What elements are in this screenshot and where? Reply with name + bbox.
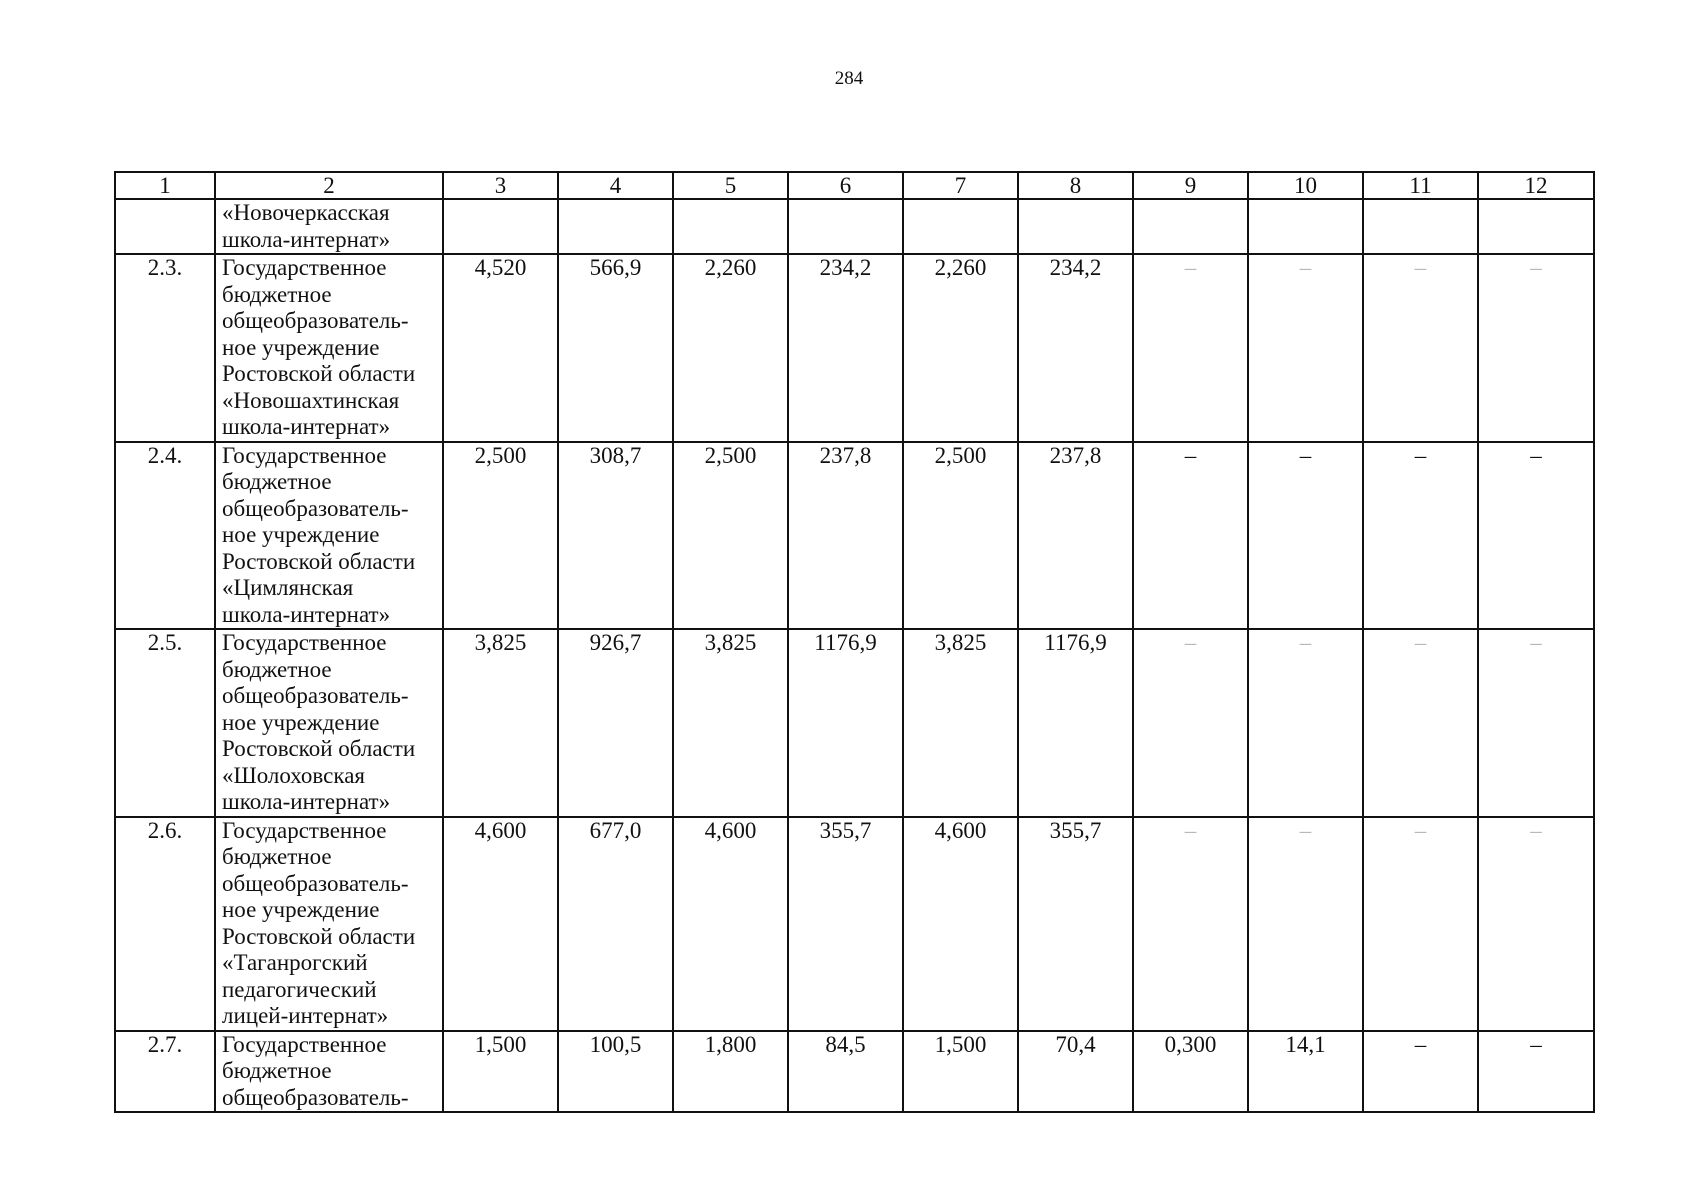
value-cell: 2,260 [673, 254, 788, 442]
table-header-cell: 1 [115, 172, 215, 199]
name-line: школа-интернат» [222, 601, 391, 627]
value-cell: – [1363, 817, 1478, 1031]
name-line: ное учреждение [222, 334, 380, 360]
value-cell: 234,2 [1018, 254, 1133, 442]
name-line: Ростовской области [222, 736, 416, 761]
table-row [115, 1031, 1594, 1113]
institution-name-cell [215, 817, 443, 1031]
value-cell: – [1363, 1031, 1478, 1113]
value-cell: – [1248, 817, 1363, 1031]
table-header-cell: 8 [1018, 172, 1133, 199]
value-cell [558, 199, 673, 254]
value-cell: 3,825 [443, 629, 558, 817]
value-cell: – [1363, 629, 1478, 817]
value-cell: 355,7 [788, 817, 903, 1031]
name-line: Государственное [222, 255, 387, 280]
table-row [115, 442, 1594, 630]
value-cell: 1,800 [673, 1031, 788, 1113]
value-cell: 566,9 [558, 254, 673, 442]
name-line: Ростовской области [222, 548, 416, 574]
row-number-cell: 2.7. [115, 1031, 215, 1113]
name-line: школа-интернат» [222, 226, 391, 252]
name-line: Ростовской области [222, 923, 416, 949]
name-line: ное учреждение [222, 709, 380, 735]
value-cell [1478, 199, 1594, 254]
value-cell: 1,500 [903, 1031, 1018, 1113]
value-cell [1133, 199, 1248, 254]
row-number-cell [115, 199, 215, 254]
value-cell [1018, 199, 1133, 254]
value-cell: 3,825 [673, 629, 788, 817]
value-cell: – [1478, 442, 1594, 630]
name-line: бюджетное [222, 844, 332, 869]
value-cell: 234,2 [788, 254, 903, 442]
value-cell: 1176,9 [788, 629, 903, 817]
row-number-cell: 2.3. [115, 254, 215, 442]
table-header-cell: 3 [443, 172, 558, 199]
value-cell [1248, 199, 1363, 254]
value-cell: 237,8 [1018, 442, 1133, 630]
value-cell: 4,600 [673, 817, 788, 1031]
value-cell: 2,500 [673, 442, 788, 630]
value-cell: 4,520 [443, 254, 558, 442]
value-cell: – [1478, 1031, 1594, 1113]
name-line: «Новочеркасская [222, 200, 390, 225]
value-cell: 70,4 [1018, 1031, 1133, 1113]
name-line: лицей-интернат» [222, 1003, 389, 1028]
name-line: Государственное [222, 630, 387, 655]
data-table [114, 171, 1595, 1113]
value-cell [903, 199, 1018, 254]
table-header-cell: 12 [1478, 172, 1594, 199]
value-cell [443, 199, 558, 254]
name-line: Государственное [222, 442, 387, 468]
name-line: Ростовской области [222, 361, 416, 386]
table-header-cell: 7 [903, 172, 1018, 199]
value-cell [1363, 199, 1478, 254]
name-line: бюджетное [222, 281, 332, 307]
value-cell: 677,0 [558, 817, 673, 1031]
row-number-cell: 2.6. [115, 817, 215, 1031]
name-line: общеобразователь- [222, 495, 409, 521]
value-cell: – [1133, 442, 1248, 630]
table-row [115, 199, 1594, 254]
name-line: бюджетное [222, 469, 332, 494]
table-header-cell: 9 [1133, 172, 1248, 199]
value-cell: 100,5 [558, 1031, 673, 1113]
value-cell: 4,600 [443, 817, 558, 1031]
name-line: бюджетное [222, 656, 332, 682]
value-cell: 2,260 [903, 254, 1018, 442]
name-line: Государственное [222, 817, 387, 843]
table-row [115, 254, 1594, 442]
value-cell [788, 199, 903, 254]
table-header-cell: 10 [1248, 172, 1363, 199]
value-cell: – [1363, 254, 1478, 442]
institution-name-cell [215, 199, 443, 254]
value-cell: 14,1 [1248, 1031, 1363, 1113]
value-cell: – [1478, 817, 1594, 1031]
row-number-cell: 2.5. [115, 629, 215, 817]
name-line: общеобразователь- [222, 683, 409, 708]
name-line: «Шолоховская [222, 762, 365, 788]
value-cell: – [1248, 442, 1363, 630]
value-cell: 926,7 [558, 629, 673, 817]
value-cell: 0,300 [1133, 1031, 1248, 1113]
value-cell: – [1133, 817, 1248, 1031]
institution-name-cell [215, 254, 443, 442]
name-line: педагогический [222, 976, 377, 1002]
table-header-cell: 6 [788, 172, 903, 199]
value-cell: – [1133, 629, 1248, 817]
value-cell: 4,600 [903, 817, 1018, 1031]
name-line: «Новошахтинская [222, 387, 400, 413]
table-row [115, 629, 1594, 817]
name-line: ное учреждение [222, 897, 380, 922]
name-line: общеобразователь- [222, 870, 409, 896]
name-line: ное учреждение [222, 522, 380, 547]
table-header-cell: 5 [673, 172, 788, 199]
name-line: общеобразователь- [222, 1084, 409, 1110]
table-header-row [115, 172, 1594, 199]
value-cell: 355,7 [1018, 817, 1133, 1031]
value-cell: – [1478, 254, 1594, 442]
name-line: бюджетное [222, 1058, 332, 1083]
row-number-cell: 2.4. [115, 442, 215, 630]
value-cell: 2,500 [903, 442, 1018, 630]
value-cell: 2,500 [443, 442, 558, 630]
value-cell: 308,7 [558, 442, 673, 630]
institution-name-cell [215, 1031, 443, 1113]
value-cell: 3,825 [903, 629, 1018, 817]
value-cell: – [1478, 629, 1594, 817]
value-cell: 1,500 [443, 1031, 558, 1113]
name-line: «Таганрогский [222, 950, 368, 975]
value-cell: – [1248, 254, 1363, 442]
name-line: общеобразователь- [222, 308, 409, 333]
value-cell: – [1133, 254, 1248, 442]
value-cell: 84,5 [788, 1031, 903, 1113]
table-header-cell: 4 [558, 172, 673, 199]
page-number: 284 [834, 68, 864, 89]
institution-name-cell [215, 442, 443, 630]
table-row [115, 817, 1594, 1031]
value-cell: 1176,9 [1018, 629, 1133, 817]
name-line: Государственное [222, 1031, 387, 1057]
table-header-cell: 2 [215, 172, 443, 199]
name-line: школа-интернат» [222, 414, 391, 439]
name-line: школа-интернат» [222, 789, 391, 814]
value-cell [673, 199, 788, 254]
value-cell: – [1363, 442, 1478, 630]
institution-name-cell [215, 629, 443, 817]
value-cell: 237,8 [788, 442, 903, 630]
table-header-cell: 11 [1363, 172, 1478, 199]
value-cell: – [1248, 629, 1363, 817]
name-line: «Цимлянская [222, 575, 354, 600]
